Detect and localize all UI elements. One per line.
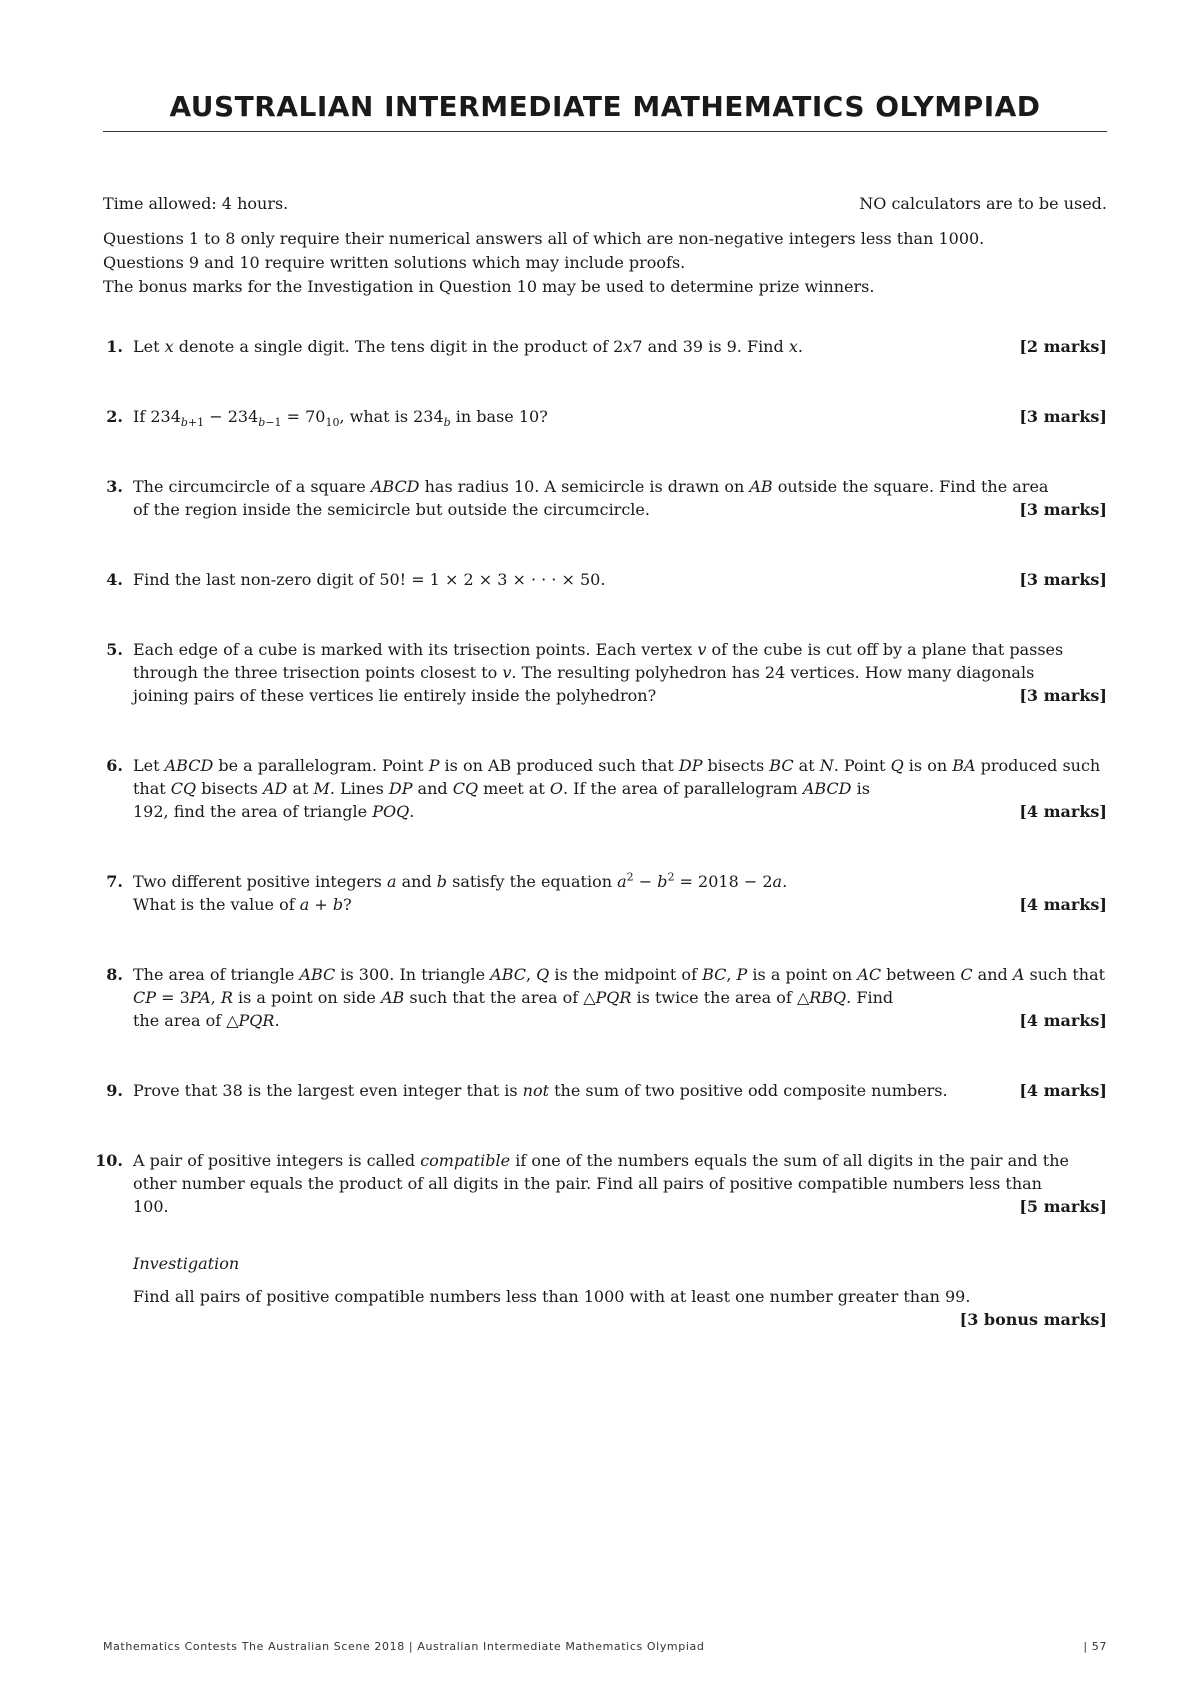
page-title: AUSTRALIAN INTERMEDIATE MATHEMATICS OLYMPIAD xyxy=(169,90,1041,123)
question-number: 8. xyxy=(106,965,123,984)
instruction-line-1: Questions 1 to 8 only require their numerical answers all of which are non-negative integers less than 1000. xyxy=(103,229,985,248)
time-allowed: Time allowed: 4 hours. xyxy=(103,194,289,213)
question-number: 9. xyxy=(106,1081,123,1100)
question-number: 5. xyxy=(106,640,123,659)
question-text: Each edge of a cube is marked with its trisection points. Each vertex v of the cube is cut off by a plane that passes through the three trisection points closest to v. The resulting polyhedron has 24 vertices. How many diagonals xyxy=(133,640,1064,682)
page-number: | 57 xyxy=(1083,1640,1107,1653)
question-text: Two different positive integers a and b satisfy the equation $a^2 - b^2 = 2018 - 2a$. xyxy=(133,870,788,891)
question-text: The circumcircle of a square ABCD has radius 10. A semicircle is drawn on AB outside the square. Find the area xyxy=(133,477,1049,496)
question-6 xyxy=(103,754,1107,823)
question-number: 4. xyxy=(106,570,123,589)
question-8 xyxy=(103,963,1107,1032)
page-footer xyxy=(103,1640,1107,1653)
question-number: 10. xyxy=(95,1151,123,1170)
question-2 xyxy=(103,405,1107,428)
question-5 xyxy=(103,638,1107,707)
question-text: Prove that 38 is the largest even integer that is not the sum of two positive odd composite numbers. xyxy=(133,1081,948,1100)
question-text: A pair of positive integers is called compatible if one of the numbers equals the sum of all digits in the pair and the other number equals the product of all digits in the pair. Find all pairs of positive compatible numbers less than xyxy=(133,1151,1069,1193)
instruction-line-2: Questions 9 and 10 require written solutions which may include proofs. xyxy=(103,253,686,272)
question-list xyxy=(95,335,1107,1378)
question-7 xyxy=(103,870,1107,916)
question-number: 1. xyxy=(106,337,123,356)
question-4 xyxy=(103,568,1107,591)
title-rule xyxy=(103,131,1107,132)
instructions xyxy=(103,194,1107,299)
question-text-cont: 100. xyxy=(133,1197,169,1216)
question-number: 2. xyxy=(106,407,123,426)
investigation-title: Investigation xyxy=(133,1254,240,1273)
question-marks: [4 marks] xyxy=(1019,802,1107,821)
question-text: The area of triangle ABC is 300. In triangle ABC, Q is the midpoint of BC, P is a point on AC between C and A such that CP = 3PA, R is a point on side AB such that the area of △PQR is twice the area of △RBQ. Find xyxy=(133,965,1106,1007)
footer-text: Mathematics Contests The Australian Scene 2018 | Australian Intermediate Mathematics Olympiad xyxy=(103,1640,705,1653)
question-marks: [2 marks] xyxy=(1019,337,1107,356)
question-10 xyxy=(95,1149,1107,1331)
calculator-notice: NO calculators are to be used. xyxy=(859,194,1107,213)
question-text: Let x denote a single digit. The tens digit in the product of 2x7 and 39 is 9. Find x. xyxy=(133,337,803,356)
investigation xyxy=(133,1252,1107,1331)
question-text-cont: What is the value of a + b? xyxy=(133,895,352,914)
question-3 xyxy=(103,475,1107,521)
question-text-cont: the area of △PQR. xyxy=(133,1011,280,1030)
question-number: 6. xyxy=(106,756,123,775)
investigation-text: Find all pairs of positive compatible numbers less than 1000 with at least one number greater than 99. xyxy=(133,1287,971,1306)
question-text: Find the last non-zero digit of 50! = 1 × 2 × 3 × · · · × 50. xyxy=(133,570,606,589)
question-text-cont: of the region inside the semicircle but outside the circumcircle. xyxy=(133,500,650,519)
question-marks: [4 marks] xyxy=(1019,1081,1107,1100)
question-9 xyxy=(103,1079,1107,1102)
question-marks: [3 marks] xyxy=(1019,570,1107,589)
question-text-cont: joining pairs of these vertices lie entirely inside the polyhedron? xyxy=(133,686,657,705)
investigation-marks: [3 bonus marks] xyxy=(959,1310,1107,1329)
question-1 xyxy=(103,335,1107,358)
instruction-line-3: The bonus marks for the Investigation in Question 10 may be used to determine prize winners. xyxy=(103,277,875,296)
question-number: 3. xyxy=(106,477,123,496)
question-marks: [4 marks] xyxy=(1019,1011,1107,1030)
question-marks: [5 marks] xyxy=(1019,1197,1107,1216)
question-marks: [4 marks] xyxy=(1019,895,1107,914)
question-number: 7. xyxy=(106,872,123,891)
question-marks: [3 marks] xyxy=(1019,407,1107,426)
question-text-cont: 192, find the area of triangle POQ. xyxy=(133,802,415,821)
question-text: Let ABCD be a parallelogram. Point P is on AB produced such that DP bisects BC at N. Point Q is on BA produced such that CQ bisects AD at M. Lines DP and CQ meet at O. If the area of parallelogram ABCD is xyxy=(133,756,1101,798)
question-text: If $234_{b+1} - 234_{b-1} = 70_{10}$, what is $234_b$ in base 10? xyxy=(133,407,548,430)
document-page xyxy=(95,0,1107,1696)
question-marks: [3 marks] xyxy=(1019,686,1107,705)
question-marks: [3 marks] xyxy=(1019,500,1107,519)
